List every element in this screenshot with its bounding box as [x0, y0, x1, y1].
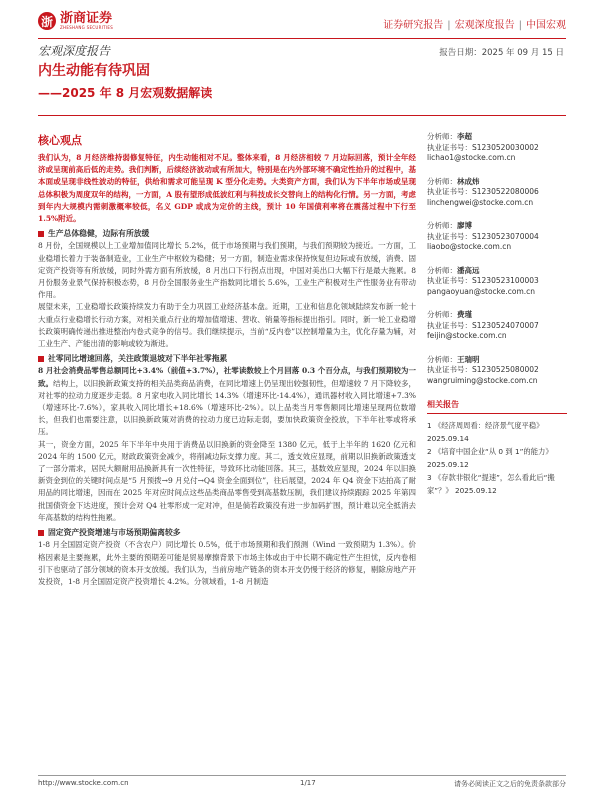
square-bullet-icon	[38, 231, 44, 237]
header-breadcrumb: 证券研究报告 | 宏观深度报告 | 中国宏观	[383, 20, 566, 31]
analyst-email[interactable]: feijin@stocke.com.cn	[427, 331, 507, 340]
footer-divider	[38, 775, 566, 776]
related-report-item[interactable]: 1 《经济周周看：经济景气度平稳》 2025.09.14	[427, 421, 544, 443]
investment-para-1: 1-8 月全国固定资产投资（不含农户）同比增长 0.5%，低于市场预期和我们预测（Wind 一致预期为 1.3%）。价格因素是主要拖累，此外主要的预期差可能是贸易摩擦背景下市场主体或由于中长期不确定性产生担忧，反内卷相引下也驱动了部分领域的资本开支放缓。我们认为，当前房地产链条的资本开支仍慢于经济的修复，剔除房地产开发投资，1-8 月全国固定资产投资增长 4.2%。分领域看，1-8 月制造	[38, 540, 416, 586]
analyst-card: 分析师：林成炜 执业证书号：S1230522080006 linchengwei@stocke.com.cn	[427, 177, 567, 209]
title-block	[38, 60, 566, 101]
title-divider	[38, 115, 566, 116]
sidebar	[427, 132, 567, 497]
square-bullet-icon	[38, 356, 44, 362]
analyst-email[interactable]: pangaoyuan@stocke.com.cn	[427, 286, 536, 296]
report-date: 报告日期：2025 年 09 月 15 日	[439, 48, 564, 58]
logo-text-cn: 浙商证券	[60, 11, 113, 26]
company-logo	[38, 12, 113, 30]
section-title: 核心观点	[38, 134, 82, 147]
logo-text-en: ZHESHANG SECURITIES	[60, 25, 114, 30]
retail-detail: 结构上，以旧换新政策支持的相关品类商品消费，在同比增速上仍呈现出较强韧性，但增速较 7 月下降较多，对社零的拉动力度逐步走弱。8 月家电收入同比增长 14.3%（增速环比-14.4%），通讯器材收入同比增速+7.3%（增速环比-7.6%），家具收入同比增长+18.6%（增速环比-2%）。以上品类当月零售额同比增速呈现两位数增长，但我们也需要注意，以旧换新政策对消费的拉动力度已边际走弱，要加快政策资金投放，下半年社零或将承压。	[38, 378, 416, 437]
analyst-card: 分析师：潘高远 执业证书号：S1230523100003 pangaoyuan@stocke.com.cn	[427, 266, 567, 298]
header-divider	[38, 38, 566, 39]
analyst-name: 李超	[457, 132, 472, 141]
retail-para-1	[38, 365, 416, 438]
analyst-cert: 执业证书号：S1230522080006	[427, 187, 539, 196]
square-bullet-icon	[38, 530, 44, 536]
retail-highlight: 8 月社会消费品零售总额同比+3.4%（前值+3.7%），社零读数较上个月回落 0.3 个百分点，与我们预期较为一致。	[38, 366, 416, 388]
report-type-label: 宏观深度报告	[38, 44, 111, 58]
production-para-2: 展望未来，工业稳增长政策持续发力有助于全力巩固工业经济基本盘。近期，工业和信息化领域陆续发布新一轮十大重点行业稳增长行动方案，对相关重点行业的增加值增速、营收、销量等指标提出指引。同时，新一轮工业稳增长政策明确传递出推进整治内卷式竞争的信号。我们继续提示，当前“反内卷”以控制增量为主，优化存量为辅，对工业生产、产能出清的影响或较为渐进。	[38, 302, 416, 349]
retail-para-2: 其一，资金方面，2025 年下半年中央用于消费品以旧换新的资金降至 1380 亿元，低于上半年的 1620 亿元和 2024 年的 1500 亿元，财政政策资金减少，将削减边际支撑力度。其二，透支效应显现，前期以旧换新政策透支了一部分需求，居民大额耐用品换新具有一次性特征，导致环比动能回落。其三，基数效应显现，2024 年以旧换新资金到位的关键时间点是“5 月预拨→9 月兑付→Q4 资金全面到位”，往后展望，2024 年 Q4 资金下达拍高了耐用品的同比增速，因而在 2025 年对应时间点这些品类商品零售受到高基数压制，我们建议持续跟踪 2025 年第四批国债资金下达进度，预计会对 Q4 社零形成一定对冲，但是倘若政策没有进一步加码扩围，预计难以完全抵消去年高基数的结构性拖累。	[38, 439, 416, 522]
related-report-item[interactable]: 2 《培育中国企业“从 0 到 1”的能力》 2025.09.12	[427, 447, 553, 469]
analyst-name: 廖博	[457, 221, 472, 230]
crumb-research: 证券研究报告	[383, 20, 444, 31]
related-reports-title: 相关报告	[427, 399, 567, 414]
crumb-region: 中国宏观	[526, 20, 566, 31]
core-summary: 我们认为，8 月经济维持弱修复特征，内生动能相对不足。整体来看，8 月经济相较 7 月边际回落，预计全年经济或呈现前高后低的走势。我们判断，后续经济波动或有所加大，特别是在内外部环境不确定性抬升的过程中，基本面或呈现非线性波动的特征，供给和需求可能呈现 K 型分化走势。大类资产方面，我们认为下半年市场或呈现总体积极为周度双年的结构，一方面，A 股有望形成低波红利与科技成长交替向上的结构化行情。另一方面，考虑到年内大规模内需刺激概率较低，名义 GDP 或成为定价的主线，预计 10 年国债利率将在震荡过程中下行至 1.5%附近。	[38, 153, 416, 224]
analyst-name: 潘高远	[457, 265, 480, 275]
analyst-cert: 执业证书号：S1230520030002	[427, 142, 539, 152]
analyst-name: 林成炜	[457, 176, 480, 186]
analyst-cert: 执业证书号：S1230525080002	[427, 365, 539, 374]
subsection-production-heading: 生产总体稳健，边际有所放缓	[38, 228, 416, 240]
footer-disclaimer: 请务必阅读正文之后的免责条款部分	[454, 780, 566, 788]
analyst-name: 王瑞明	[457, 354, 480, 364]
report-subtitle: ——2025 年 8 月宏观数据解读	[38, 86, 213, 100]
logo-mark-icon: 浙	[38, 12, 56, 30]
analyst-email[interactable]: linchengwei@stocke.com.cn	[427, 197, 534, 207]
analyst-email[interactable]: liaobo@stocke.com.cn	[427, 242, 512, 251]
analyst-email[interactable]: lichao1@stocke.com.cn	[427, 153, 516, 162]
subsection-investment-heading: 固定资产投资增速与市场预期偏离较多	[38, 527, 416, 539]
page-header	[38, 12, 566, 38]
analyst-card: 分析师：廖博 执业证书号：S1230523070004 liaobo@stocke.com.cn	[427, 221, 567, 253]
report-title: 内生动能有待巩固	[38, 63, 150, 79]
analyst-card: 分析师：李超 执业证书号：S1230520030002 lichao1@stocke.com.cn	[427, 132, 567, 164]
subsection-retail-heading: 社零同比增速回落，关注政策退坡对下半年社零拖累	[38, 353, 416, 365]
analyst-card: 分析师：王瑞明 执业证书号：S1230525080002 wangruiming@stocke.com.cn	[427, 355, 567, 387]
analyst-cert: 执业证书号：S1230523100003	[427, 276, 539, 285]
related-report-item[interactable]: 3 《存款非银化“提速”，怎么看此后“搬家”？》 2025.09.12	[427, 473, 555, 495]
page-number: 1/17	[300, 779, 316, 787]
crumb-report-type: 宏观深度报告	[454, 20, 515, 31]
analyst-card: 分析师：费瑾 执业证书号：S1230524070007 feijin@stocke.com.cn	[427, 310, 567, 342]
analyst-cert: 执业证书号：S1230524070007	[427, 320, 539, 330]
footer-website-link[interactable]: http://www.stocke.com.cn	[38, 779, 129, 787]
analyst-email[interactable]: wangruiming@stocke.com.cn	[427, 375, 538, 385]
main-content	[38, 152, 416, 588]
analyst-name: 费瑾	[457, 310, 472, 319]
analyst-cert: 执业证书号：S1230523070004	[427, 231, 539, 241]
production-para-1: 8 月份，全国规模以上工业增加值同比增长 5.2%，低于市场预期与我们预期，与我们预期较为接近。一方面，工业稳增长着力于装备制造业，工业生产中枢较为稳健；另一方面，制造业需求保持恢复但边际或有放缓，消费、固定资产投资等有所放缓，同时外需方面有所放缓，8 月出口下行拐点出现，中国对美出口大幅下行是最大拖累。8 月份服务业景气保持积极态势，8 月份全国服务业生产指数同比增长 5.6%，工业生产积极对生产性服务业有带动作用。	[38, 241, 416, 300]
